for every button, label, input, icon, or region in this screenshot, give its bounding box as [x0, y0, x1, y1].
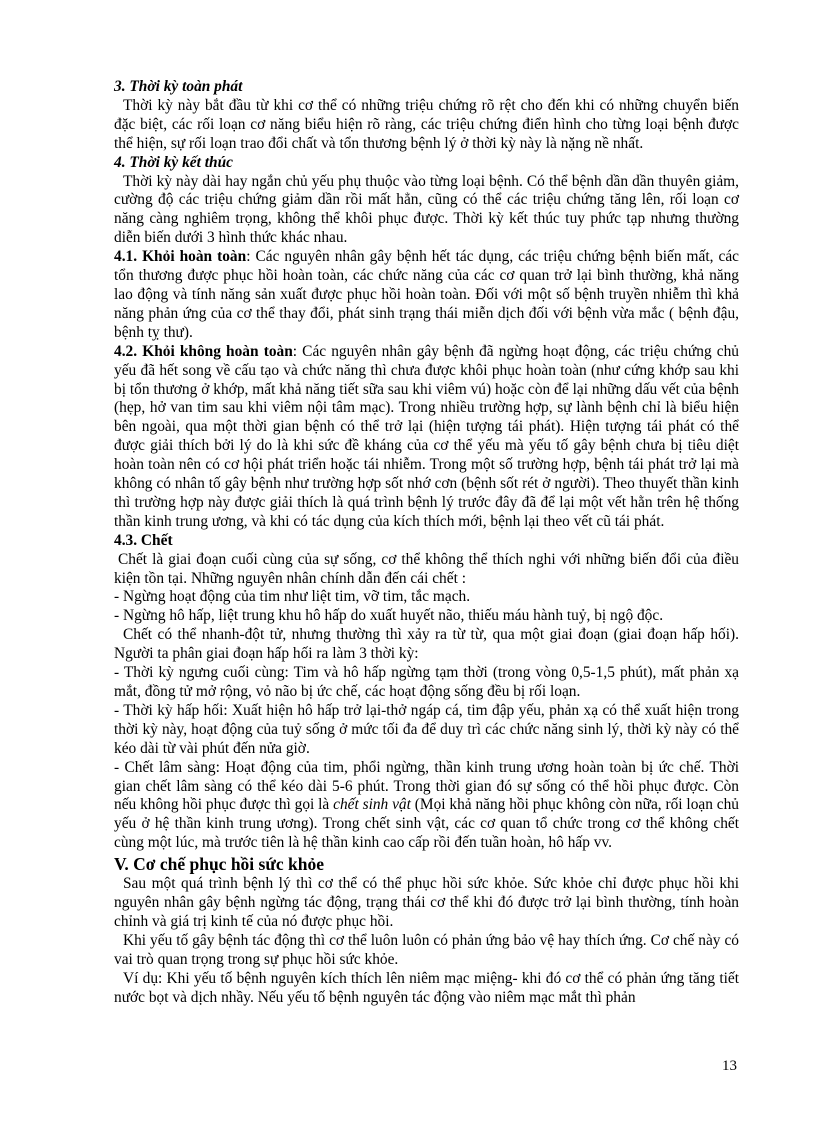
document-page — [114, 78, 739, 1008]
heading-4-1: 4.1. Khỏi hoàn toàn — [114, 248, 247, 266]
paragraph: Thời kỳ này bắt đầu từ khi cơ thể có những triệu chứng rõ rệt cho đến khi có những chuyển biến đặc biệt, các rối loạn cơ năng biểu hiện rõ ràng, các triệu chứng điển hình cho từng loại bệnh được thể hiện, sự rối loạn trao đổi chất và tổn thương bệnh lý ở thời kỳ này là nặng nề nhất. — [114, 96, 739, 152]
paragraph: Chết là giai đoạn cuối cùng của sự sống, cơ thể không thể thích nghi với những biến đổi của điều kiện tồn tại. Những nguyên nhân chính dẫn đến cái chết : — [114, 550, 739, 587]
paragraph: Thời kỳ này dài hay ngắn chủ yếu phụ thuộc vào từng loại bệnh. Có thể bệnh dần dần thuyên giảm, cường độ các triệu chứng giảm dần rồi mất hẳn, cũng có thể các triệu chứng tăng lên, rối loạn cơ năng càng nghiêm trọng, không thể khôi phục được. Thời kỳ kết thúc tuy phức tạp nhưng thường diễn biến dưới 3 hình thức khác nhau. — [114, 172, 739, 247]
bullet-item: - Thời kỳ hấp hối: Xuất hiện hô hấp trở lại-thở ngáp cá, tim đập yếu, phản xạ có thể xuất hiện trong thời kỳ này, hoạt động của tuỷ sống ở mức tối đa để duy trì các chức năng sinh lý, thời kỳ này có thể kéo dài từ vài phút đến nửa giờ. — [114, 701, 739, 757]
section-title: V. Cơ chế phục hồi sức khỏe — [114, 854, 324, 875]
heading-4-3: 4.3. Chết — [114, 531, 173, 549]
heading-4-2: 4.2. Khỏi không hoàn toàn — [114, 342, 293, 360]
heading-4: 4. Thời kỳ kết thúc — [114, 153, 233, 171]
bullet-item: - Chết lâm sàng: Hoạt động của tim, phổi ngừng, thần kinh trung ương hoàn toàn bị ức chế. Thời gian chết lâm sàng có thể kéo dài 5-6 phút. Trong thời gian đó sự sống có thể hồi phục được. Còn nếu không hồi phục được thì gọi là chết sinh vật (Mọi khả năng hồi phục không còn nữa, rối loạn chủ yếu ở hệ thần kinh trung ương). Trong chết sinh vật, các cơ quan tổ chức trong cơ thể không chết cùng một lúc, mà trước tiên là hệ thần kinh cao cấp rồi đến tuần hoàn, hô hấp vv. — [114, 758, 739, 852]
paragraph: Ví dụ: Khi yếu tố bệnh nguyên kích thích lên niêm mạc miệng- khi đó cơ thể có phản ứng tăng tiết nước bọt và dịch nhầy. Nếu yếu tố bệnh nguyên tác động vào niêm mạc mắt thì phản — [114, 969, 739, 1006]
paragraph: Sau một quá trình bệnh lý thì cơ thể có thể phục hồi sức khỏe. Sức khỏe chỉ được phục hồi khi nguyên nhân gây bệnh ngừng tác động, trạng thái cơ thể khi đó được trở lại bình thường, tính hoàn chỉnh và giá trị kinh tế của nó được phục hồi. — [114, 875, 739, 930]
heading-3: 3. Thời kỳ toàn phát — [114, 78, 243, 95]
paragraph: Chết có thể nhanh-đột tử, nhưng thường thì xảy ra từ từ, qua một giai đoạn (giai đoạn hấp hối). Người ta phân giai đoạn hấp hối ra làm 3 thời kỳ: — [114, 626, 739, 663]
paragraph: Khi yếu tố gây bệnh tác động thì cơ thể luôn luôn có phản ứng bảo vệ hay thích ứng. Cơ chế này có vai trò quan trọng trong sự phục hồi sức khỏe. — [114, 931, 739, 968]
emphasis: chết sinh vật — [333, 796, 411, 814]
bullet-item: - Ngừng hô hấp, liệt trung khu hô hấp do xuất huyết não, thiếu máu hành tuỷ, bị ngộ độc. — [114, 607, 664, 625]
bullet-item: - Ngừng hoạt động của tim như liệt tim, vỡ tim, tắc mạch. — [114, 588, 471, 606]
bullet-item: - Thời kỳ ngưng cuối cùng: Tim và hô hấp ngừng tạm thời (trong vòng 0,5-1,5 phút), mất phản xạ mắt, đồng tử mở rộng, vỏ não bị ức chế, các hoạt động sống đều bị rối loạn. — [114, 664, 739, 700]
paragraph-4-2: 4.2. Khỏi không hoàn toàn: Các nguyên nhân gây bệnh đã ngừng hoạt động, các triệu chứng chủ yếu đã hết song về cấu tạo và chức năng thì chưa được khôi phục hoàn toàn (như cứng khớp sau khi bị tổn thương ở khớp, mất khả năng tiết sữa sau khi viêm vú) hoặc còn để lại những dấu vết của bệnh (hẹp, hở van tim sau khi viêm nội tâm mạc). Trong nhiều trường hợp, sự lành bệnh chỉ là biểu hiện bên ngoài, qua một thời gian bệnh có thể trở lại (hiện tượng tái phát). Hiện tượng tái phát có thể được giải thích bởi lý do là khi sức đề kháng của cơ thể yếu mà yếu tố gây bệnh chưa bị tiêu diệt hoàn toàn nên có cơ hội phát triển hoặc tái nhiễm. Trong một số trường hợp, bệnh tái phát trở lại mà không có nhân tố gây bệnh như trường hợp sốt nhớ cơn (bệnh sốt rét ở người). Theo thuyết thần kinh thì trường hợp này được giải thích là quá trình bệnh lý trước đây đã để lại một vết hằn trên hệ thống thần kinh trung ương, và khi có tác dụng của kích thích mới, bệnh lại theo vết cũ tái phát. — [114, 342, 739, 530]
paragraph-4-1: 4.1. Khỏi hoàn toàn: Các nguyên nhân gây bệnh hết tác dụng, các triệu chứng bệnh biến mất, các tổn thương được phục hồi hoàn toàn, các chức năng của các cơ quan trở lại bình thường, khả năng lao động và tính năng sản xuất được phục hồi hoàn toàn. Đối với một số bệnh truyền nhiễm thì khả năng phản ứng của cơ thể thay đổi, phát sinh trạng thái miễn dịch đối với bệnh vừa mắc ( bệnh đậu, bệnh tỵ thư). — [114, 248, 739, 341]
page-number: 13 — [722, 1058, 737, 1074]
